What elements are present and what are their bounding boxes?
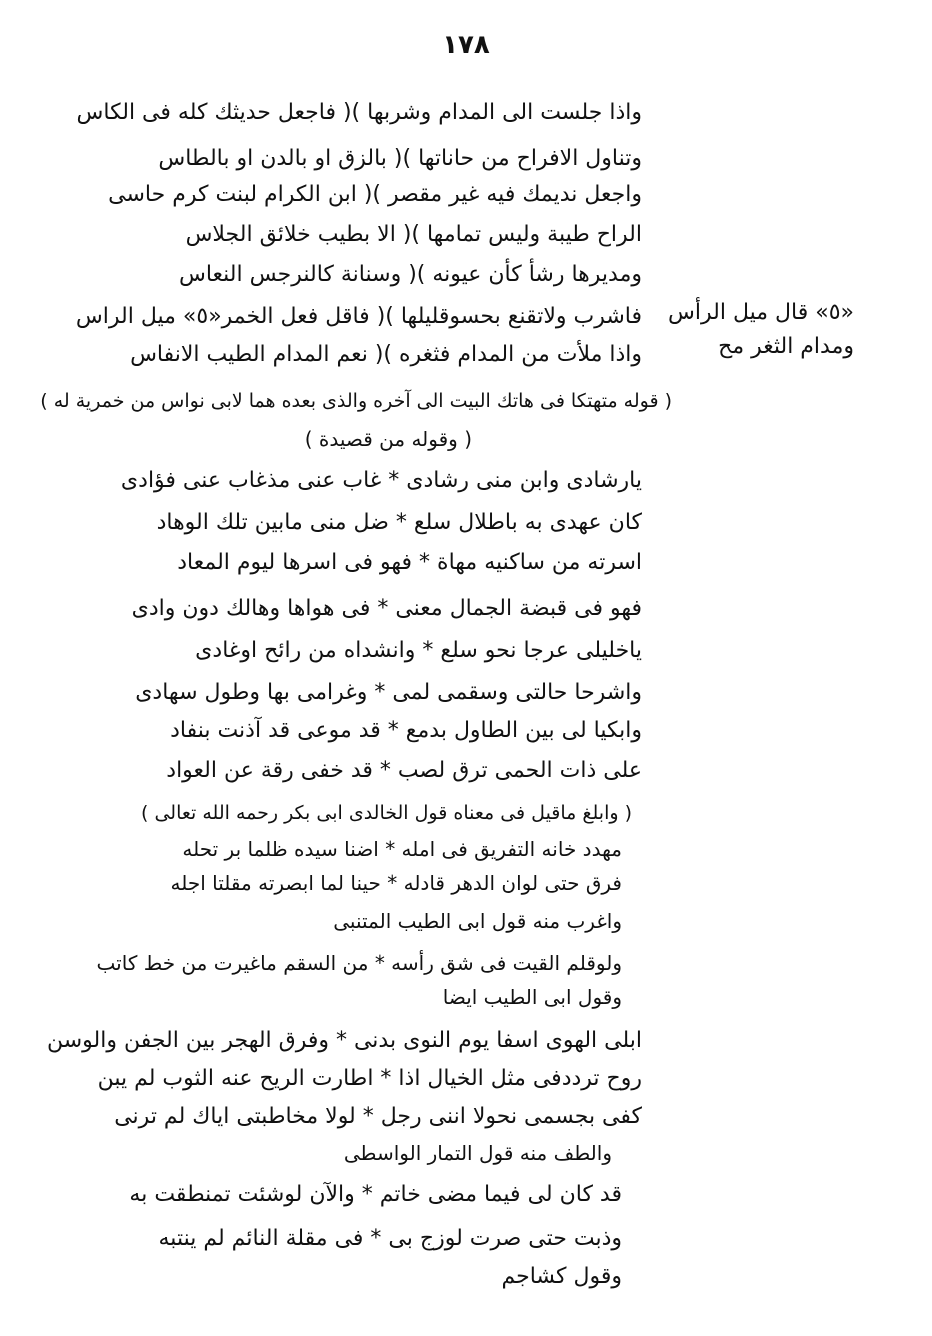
text-line: وقول كشاجم [501, 1264, 622, 1289]
text-line: ( قوله متهتكا فى هاتك البيت الى آخره والذى بعده هما لابى نواس من خمرية له ) [40, 390, 672, 412]
margin-note [668, 296, 854, 364]
text-line: مهدد خانه التفريق فى امله * اضنا سيده ظلما بر تحله [182, 837, 622, 861]
text-line: ابلى الهوى اسفا يوم النوى بدنى * وفرق الهجر بين الجفن والوسن [46, 1028, 642, 1053]
text-line: واذا ملأت من المدام فثغره )( نعم المدام الطيب الانفاس [130, 342, 642, 367]
text-line: واجعل نديمك فيه غير مقصر )( ابن الكرام لبنت كرم حاسى [108, 182, 642, 207]
text-line: ( وقوله من قصيدة ) [304, 427, 472, 451]
text-line: ياخليلى عرجا نحو سلع * وانشداه من رائح اوغادى [195, 638, 642, 663]
text-line: الراح طيبة وليس تمامها )( الا بطيب خلائق الجلاس [185, 222, 642, 247]
text-line: وذبت حتى صرت لوزج بى * فى مقلة النائم لم ينتبه [158, 1226, 622, 1251]
text-line: قد كان لى فيما مضى خاتم * والآن لوشئت تمنطقت به [129, 1182, 622, 1207]
page-number: ١٧٨ [442, 30, 490, 60]
text-line: ومديرها رشأ كأن عيونه )( وسنانة كالنرجس النعاس [178, 262, 642, 287]
text-line: فهو فى قبضة الجمال معنى * فى هواها وهالك دون وادى [131, 596, 642, 621]
text-line: كفى بجسمى نحولا اننى رجل * لولا مخاطبتى اياك لم ترنى [114, 1104, 642, 1129]
text-line: يارشادى وابن منى رشادى * غاب عنى مذغاب عنى فؤادى [120, 468, 642, 493]
text-line: وتناول الافراح من حاناتها )( بالزق او بالدن او بالطاس [158, 146, 642, 171]
text-line: اسرته من ساكنيه مهاة * فهو فى اسرها ليوم المعاد [177, 550, 642, 575]
text-line: واذا جلست الى المدام وشربها )( فاجعل حديثك كله فى الكاس [76, 100, 642, 125]
margin-note-line: «٥» قال ميل الرأس [668, 300, 854, 325]
text-line: واغرب منه قول ابى الطيب المتنبى [333, 909, 622, 933]
text-line: فاشرب ولاتقنع بحسوقليلها )( فاقل فعل الخمر«٥» ميل الراس [75, 304, 642, 329]
text-line: والطف منه قول التمار الواسطى [343, 1141, 612, 1165]
text-line: كان عهدى به باطلال سلع * ضل منى مابين تلك الوهاد [156, 510, 642, 535]
text-line: ( وابلغ ماقيل فى معناه قول الخالدى ابى بكر رحمه الله تعالى ) [141, 802, 632, 824]
text-line: روح ترددفى مثل الخيال اذا * اطارت الريح عنه الثوب لم يبن [97, 1066, 642, 1091]
text-line: وابكيا لى بين الطاول بدمع * قد موعى قد آذنت بنفاد [170, 718, 642, 743]
text-line: على ذات الحمى ترق لصب * قد خفى رقة عن العواد [166, 758, 642, 783]
text-line: فرق حتى لوان الدهر قادله * حينا لما ابصرته مقلتا اجله [170, 871, 622, 895]
text-line: واشرحا حالتى وسقمى لمى * وغرامى بها وطول سهادى [135, 680, 642, 705]
text-line: ولوقلم القيت فى شق رأسه * من السقم ماغيرت من خط كاتب [96, 951, 622, 975]
margin-note-line: ومدام الثغر مح [718, 334, 854, 359]
text-line: وقول ابى الطيب ايضا [442, 985, 622, 1009]
